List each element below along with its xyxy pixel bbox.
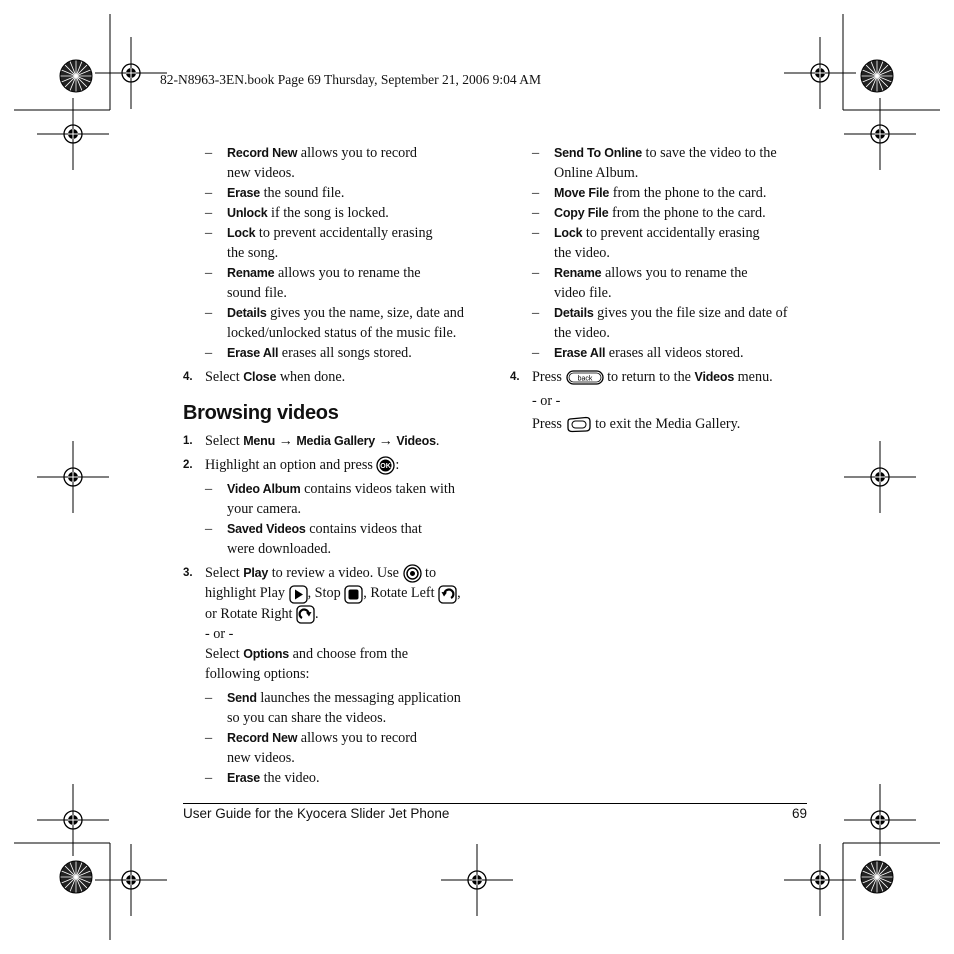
list-item: – Send To Online to save the video to the Online Album. (532, 145, 777, 181)
back-key-icon (566, 370, 604, 385)
list-item: – Copy File from the phone to the card. (532, 205, 766, 221)
step-4-close: 4. Select Close when done. (183, 369, 346, 385)
list-item: – Lock to prevent accidentally erasing the song. (205, 225, 433, 261)
list-item: – Send launches the messaging application so you can share the videos. (205, 689, 461, 726)
stop-icon (344, 585, 363, 604)
print-header: 82-N8963-3EN.book Page 69 Thursday, September 21, 2006 9:04 AM (160, 72, 541, 87)
page-number: 69 (791, 806, 807, 821)
ok-key-icon (376, 456, 395, 475)
list-item: – Details gives you the name, size, date and locked/unlocked status of the music file. (205, 305, 464, 341)
footer-title: User Guide for the Kyocera Slider Jet Phone (183, 806, 450, 821)
list-item: – Unlock if the song is locked. (205, 205, 389, 221)
svg-text:OK: OK (380, 463, 392, 471)
list-item: – Details gives you the file size and date of the video. (532, 305, 788, 341)
step-2: 2. Highlight an option and press OK : (183, 455, 483, 475)
step-4-return: 4. Press back to return to the Videos menu. (510, 369, 773, 385)
list-item: – Saved Videos contains videos that were downloaded. (205, 521, 422, 558)
step-1: 1. Select Menu → Media Gallery → Videos. (183, 433, 440, 449)
list-item: – Lock to prevent accidentally erasing the video. (532, 225, 760, 261)
list-item: – Rename allows you to rename the sound file. (205, 265, 421, 301)
list-item: – Move File from the phone to the card. (532, 185, 767, 201)
right-column (510, 143, 810, 434)
list-item: – Erase All erases all songs stored. (205, 345, 412, 361)
list-item: – Erase the video. (205, 769, 320, 786)
list-item: – Erase All erases all videos stored. (532, 345, 744, 361)
rotate-left-icon (438, 585, 457, 604)
svg-text:back: back (577, 375, 592, 383)
left-column (183, 143, 483, 788)
section-title: Browsing videos (183, 402, 339, 424)
play-icon (289, 585, 308, 604)
list-item: – Video Album contains videos taken with your camera. (205, 481, 455, 518)
list-item: – Rename allows you to rename the video file. (532, 265, 748, 301)
or-separator: - or - (532, 393, 561, 409)
step-3: 3. Select Play to review a video. Use to highlight Play , Stop , Rotate Left , or Rotate Right . - or - Select Options and choose from the following options: (183, 565, 461, 682)
end-key-instruction: Press to exit the Media Gallery. (532, 416, 741, 432)
list-item: – Record New allows you to record new videos. (205, 145, 418, 181)
list-item: – Erase the sound file. (205, 185, 345, 201)
list-item: – Record New allows you to record new videos. (205, 729, 418, 766)
end-key-icon (566, 416, 592, 433)
navigation-key-icon (403, 564, 422, 583)
rotate-right-icon (296, 605, 315, 624)
footer-rule (183, 803, 807, 804)
